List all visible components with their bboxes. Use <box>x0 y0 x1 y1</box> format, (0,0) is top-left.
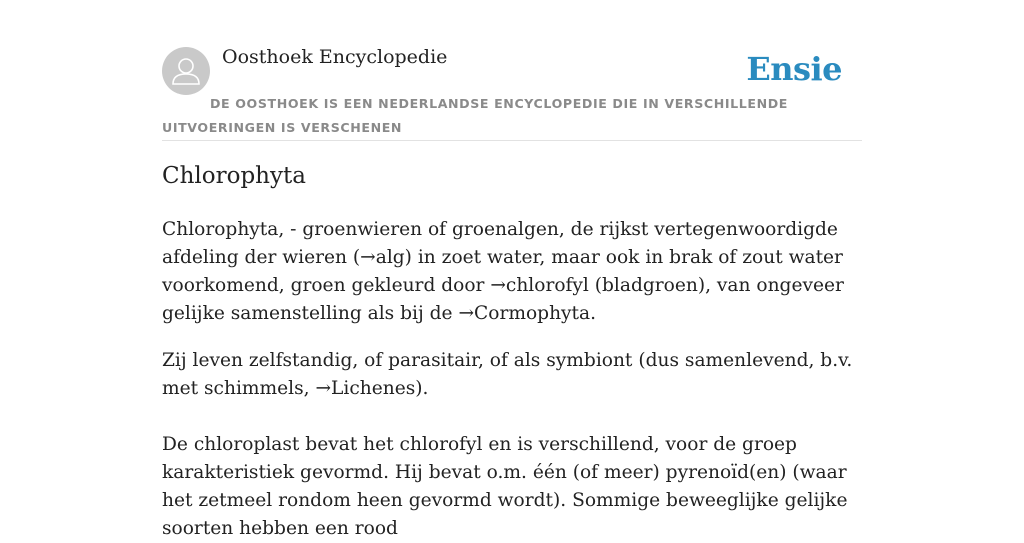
source-header <box>162 44 862 141</box>
source-subtitle: DE OOSTHOEK IS EEN NEDERLANDSE ENCYCLOPEDIE DIE IN VERSCHILLENDE UITVOERINGEN IS VERSCHENEN <box>162 96 789 135</box>
brand-logo[interactable]: Ensie <box>746 50 842 88</box>
article-paragraph: Chlorophyta, - groenwieren of groenalgen, de rijkst vertegenwoordigde afdeling der wieren (→alg) in zoet water, maar ook in brak of zout water voorkomend, groen gekleurd door →chlorofyl (bladgroen), van ongeveer gelijke samenstelling als bij de →Cormophyta. <box>162 219 844 324</box>
article-paragraph: De chloroplast bevat het chlorofyl en is verschillend, voor de groep karakteristiek gevormd. Hij bevat o.m. één (of meer) pyrenoïd(en) (waar het zetmeel rondom heen gevormd wordt). Sommige beweeglijke gelijke soorten hebben een rood <box>162 434 848 539</box>
article-title: Chlorophyta <box>162 163 306 189</box>
user-avatar-icon[interactable] <box>162 47 210 95</box>
article-paragraph: Zij leven zelfstandig, of parasitair, of als symbiont (dus samenlevend, b.v. met schimmels, →Lichenes). <box>162 350 853 399</box>
source-title[interactable]: Oosthoek Encyclopedie <box>222 46 448 68</box>
